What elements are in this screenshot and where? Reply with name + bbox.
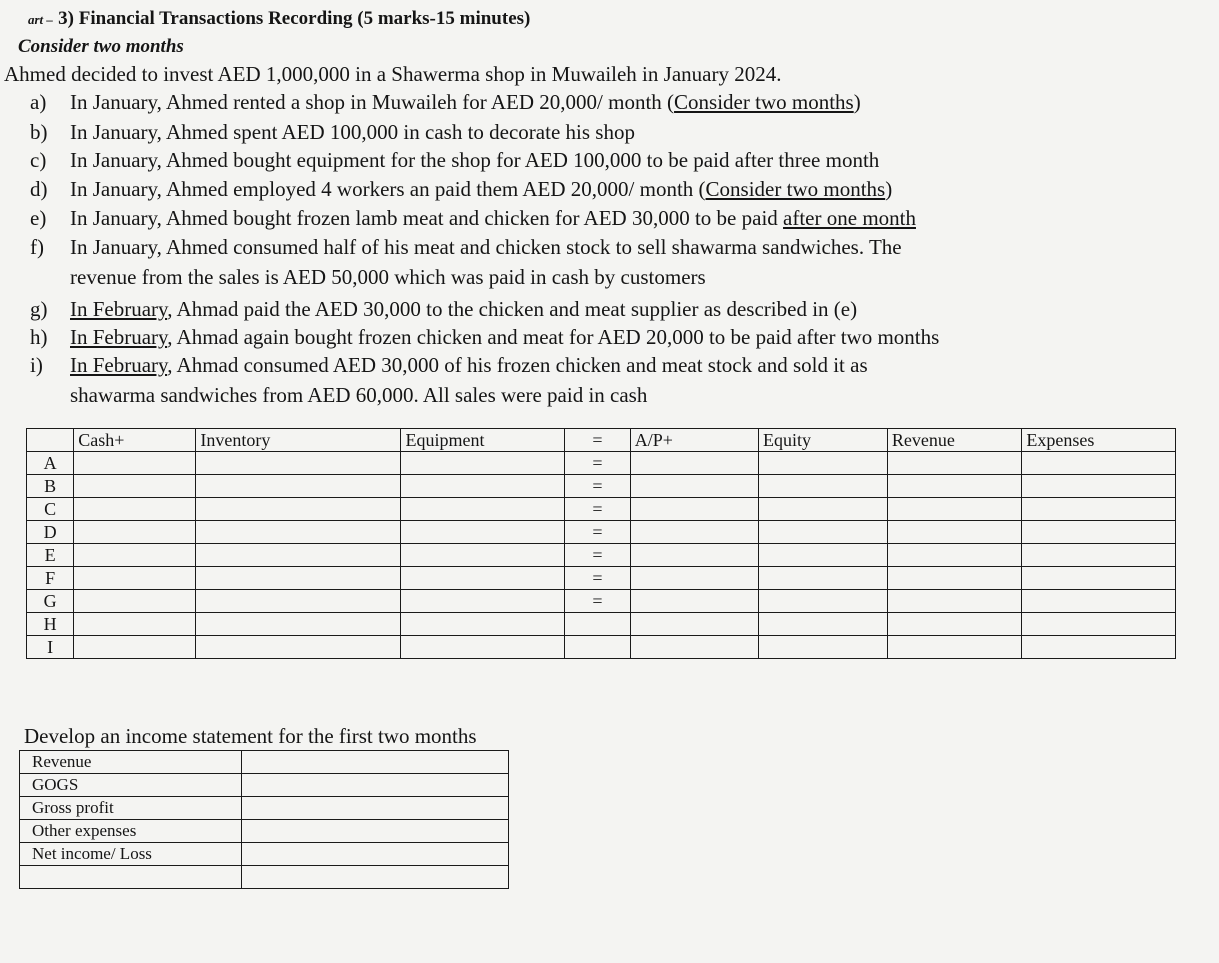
income-answer-cell[interactable] bbox=[242, 843, 509, 866]
income-row-label bbox=[20, 866, 242, 889]
ledger-answer-cell[interactable] bbox=[401, 567, 565, 590]
ledger-col-header: Expenses bbox=[1022, 429, 1176, 452]
ledger-answer-cell[interactable] bbox=[1022, 475, 1176, 498]
transaction-item bbox=[30, 206, 916, 231]
ledger-row-label: A bbox=[27, 452, 74, 475]
transaction-letter: a) bbox=[30, 90, 47, 114]
ledger-answer-cell[interactable] bbox=[401, 544, 565, 567]
ledger-answer-cell[interactable] bbox=[630, 452, 758, 475]
income-row-label: Net income/ Loss bbox=[20, 843, 242, 866]
transaction-item bbox=[30, 297, 857, 322]
ledger-answer-cell[interactable] bbox=[74, 452, 196, 475]
ledger-answer-cell[interactable] bbox=[630, 590, 758, 613]
ledger-answer-cell[interactable] bbox=[758, 567, 887, 590]
ledger-eq-cell: = bbox=[565, 498, 631, 521]
income-answer-cell[interactable] bbox=[242, 866, 509, 889]
ledger-answer-cell[interactable] bbox=[758, 544, 887, 567]
ledger-answer-cell[interactable] bbox=[887, 544, 1022, 567]
ledger-answer-cell[interactable] bbox=[1022, 590, 1176, 613]
ledger-answer-cell[interactable] bbox=[196, 590, 401, 613]
transaction-text: In January, Ahmed rented a shop in Muwaileh for AED 20,000/ month ( bbox=[70, 90, 675, 114]
income-statement-title: Develop an income statement for the first two months bbox=[24, 724, 477, 748]
transaction-post: ) bbox=[853, 90, 861, 114]
transaction-continuation: shawarma sandwiches from AED 60,000. All sales were paid in cash bbox=[70, 383, 648, 407]
ledger-row-label: I bbox=[27, 636, 74, 659]
transaction-letter: b) bbox=[30, 120, 48, 144]
ledger-eq-cell: = bbox=[565, 590, 631, 613]
ledger-answer-cell[interactable] bbox=[887, 521, 1022, 544]
ledger-row-label: H bbox=[27, 613, 74, 636]
transaction-item bbox=[30, 90, 861, 115]
ledger-col-header: Revenue bbox=[887, 429, 1022, 452]
income-row bbox=[20, 866, 509, 889]
income-row bbox=[20, 797, 509, 820]
ledger-answer-cell[interactable] bbox=[758, 521, 887, 544]
ledger-answer-cell[interactable] bbox=[196, 498, 401, 521]
ledger-col-header: Inventory bbox=[196, 429, 401, 452]
ledger-answer-cell[interactable] bbox=[758, 498, 887, 521]
ledger-row bbox=[27, 613, 1176, 636]
transaction-post: ) bbox=[885, 177, 893, 201]
ledger-answer-cell[interactable] bbox=[401, 452, 565, 475]
transaction-item bbox=[30, 235, 902, 260]
ledger-answer-cell[interactable] bbox=[758, 475, 887, 498]
transaction-letter: d) bbox=[30, 177, 48, 201]
ledger-row-label: E bbox=[27, 544, 74, 567]
ledger-answer-cell[interactable] bbox=[887, 452, 1022, 475]
ledger-answer-cell[interactable] bbox=[758, 636, 887, 659]
income-row bbox=[20, 843, 509, 866]
ledger-answer-cell[interactable] bbox=[196, 636, 401, 659]
ledger-answer-cell[interactable] bbox=[74, 475, 196, 498]
month-underlined: In February bbox=[70, 325, 168, 349]
ledger-answer-cell[interactable] bbox=[401, 590, 565, 613]
ledger-answer-cell[interactable] bbox=[401, 521, 565, 544]
transaction-text: , Ahmad again bought frozen chicken and meat for AED 20,000 to be paid after two months bbox=[167, 325, 940, 349]
transaction-letter: c) bbox=[30, 148, 47, 172]
income-row-label: Gross profit bbox=[20, 797, 242, 820]
ledger-col-header: Equipment bbox=[401, 429, 565, 452]
ledger-answer-cell[interactable] bbox=[887, 590, 1022, 613]
ledger-col-header bbox=[27, 429, 74, 452]
income-answer-cell[interactable] bbox=[242, 820, 509, 843]
ledger-answer-cell[interactable] bbox=[74, 544, 196, 567]
ledger-answer-cell[interactable] bbox=[630, 613, 758, 636]
transaction-item bbox=[30, 120, 635, 145]
ledger-answer-cell[interactable] bbox=[196, 613, 401, 636]
income-row-label: Other expenses bbox=[20, 820, 242, 843]
ledger-answer-cell[interactable] bbox=[630, 521, 758, 544]
ledger-answer-cell[interactable] bbox=[630, 498, 758, 521]
transaction-note: Consider two months bbox=[674, 90, 854, 114]
transaction-note: after one month bbox=[783, 206, 916, 230]
ledger-answer-cell[interactable] bbox=[887, 475, 1022, 498]
transaction-text: , Ahmad consumed AED 30,000 of his frozen chicken and meat stock and sold it as bbox=[167, 353, 868, 377]
income-row-label: GOGS bbox=[20, 774, 242, 797]
question-subtitle: Consider two months bbox=[18, 36, 184, 57]
question-title: art – 3) Financial Transactions Recording (5 marks-15 minutes) bbox=[28, 8, 531, 29]
transaction-text: In January, Ahmed employed 4 workers an paid them AED 20,000/ month ( bbox=[70, 177, 706, 201]
part-prefix: art – bbox=[28, 12, 57, 27]
ledger-answer-cell[interactable] bbox=[74, 636, 196, 659]
ledger-row bbox=[27, 590, 1176, 613]
month-underlined: In February bbox=[70, 353, 168, 377]
ledger-answer-cell[interactable] bbox=[74, 590, 196, 613]
transaction-item bbox=[30, 325, 939, 350]
ledger-answer-cell[interactable] bbox=[630, 636, 758, 659]
ledger-answer-cell[interactable] bbox=[1022, 613, 1176, 636]
ledger-answer-cell[interactable] bbox=[630, 475, 758, 498]
ledger-row bbox=[27, 521, 1176, 544]
transaction-text: In January, Ahmed consumed half of his meat and chicken stock to sell shawarma sandwiches. The bbox=[70, 235, 902, 259]
transaction-text: , Ahmad paid the AED 30,000 to the chicken and meat supplier as described in (e) bbox=[167, 297, 858, 321]
income-row bbox=[20, 751, 509, 774]
transaction-item bbox=[30, 148, 879, 173]
ledger-col-header: A/P+ bbox=[630, 429, 758, 452]
ledger-row-label: C bbox=[27, 498, 74, 521]
ledger-eq-cell: = bbox=[565, 544, 631, 567]
ledger-eq-cell bbox=[565, 613, 631, 636]
ledger-row bbox=[27, 498, 1176, 521]
ledger-answer-cell[interactable] bbox=[1022, 498, 1176, 521]
ledger-answer-cell[interactable] bbox=[401, 498, 565, 521]
month-underlined: In February bbox=[70, 297, 168, 321]
ledger-answer-cell[interactable] bbox=[887, 636, 1022, 659]
ledger-answer-cell[interactable] bbox=[758, 590, 887, 613]
ledger-row-label: B bbox=[27, 475, 74, 498]
ledger-header-row bbox=[27, 429, 1176, 452]
ledger-answer-cell[interactable] bbox=[630, 567, 758, 590]
ledger-answer-cell[interactable] bbox=[1022, 521, 1176, 544]
ledger-answer-cell[interactable] bbox=[1022, 544, 1176, 567]
ledger-row-label: G bbox=[27, 590, 74, 613]
ledger-answer-cell[interactable] bbox=[887, 567, 1022, 590]
ledger-answer-cell[interactable] bbox=[196, 544, 401, 567]
ledger-row bbox=[27, 544, 1176, 567]
ledger-answer-cell[interactable] bbox=[1022, 567, 1176, 590]
ledger-row bbox=[27, 636, 1176, 659]
ledger-row-label: D bbox=[27, 521, 74, 544]
ledger-answer-cell[interactable] bbox=[887, 613, 1022, 636]
ledger-answer-cell[interactable] bbox=[196, 521, 401, 544]
ledger-answer-cell[interactable] bbox=[196, 452, 401, 475]
transaction-letter: f) bbox=[30, 235, 44, 259]
ledger-answer-cell[interactable] bbox=[401, 613, 565, 636]
ledger-row bbox=[27, 567, 1176, 590]
income-answer-cell[interactable] bbox=[242, 797, 509, 820]
income-statement-table bbox=[19, 750, 509, 889]
ledger-eq-cell bbox=[565, 636, 631, 659]
income-row bbox=[20, 774, 509, 797]
question-intro: Ahmed decided to invest AED 1,000,000 in a Shawerma shop in Muwaileh in January 2024. bbox=[4, 62, 782, 86]
transaction-letter: e) bbox=[30, 206, 47, 230]
ledger-eq-cell: = bbox=[565, 475, 631, 498]
transaction-letter: h) bbox=[30, 325, 48, 349]
ledger-col-header: Cash+ bbox=[74, 429, 196, 452]
ledger-answer-cell[interactable] bbox=[758, 613, 887, 636]
income-row-label: Revenue bbox=[20, 751, 242, 774]
transaction-text: In January, Ahmed bought equipment for the shop for AED 100,000 to be paid after three month bbox=[70, 148, 880, 172]
income-answer-cell[interactable] bbox=[242, 751, 509, 774]
ledger-eq-cell: = bbox=[565, 567, 631, 590]
ledger-row bbox=[27, 475, 1176, 498]
ledger-answer-cell[interactable] bbox=[1022, 452, 1176, 475]
ledger-answer-cell[interactable] bbox=[630, 544, 758, 567]
transaction-note: Consider two months bbox=[705, 177, 886, 201]
ledger-answer-cell[interactable] bbox=[887, 498, 1022, 521]
income-answer-cell[interactable] bbox=[242, 774, 509, 797]
transactions-ledger-table bbox=[26, 428, 1176, 659]
ledger-answer-cell[interactable] bbox=[758, 452, 887, 475]
transaction-letter: i) bbox=[30, 353, 43, 377]
ledger-eq-cell: = bbox=[565, 452, 631, 475]
transaction-text: In January, Ahmed spent AED 100,000 in cash to decorate his shop bbox=[70, 120, 635, 144]
transaction-text: In January, Ahmed bought frozen lamb meat and chicken for AED 30,000 to be paid bbox=[70, 206, 784, 230]
ledger-answer-cell[interactable] bbox=[196, 475, 401, 498]
ledger-answer-cell[interactable] bbox=[74, 521, 196, 544]
ledger-row bbox=[27, 452, 1176, 475]
ledger-answer-cell[interactable] bbox=[401, 636, 565, 659]
transaction-letter: g) bbox=[30, 297, 48, 321]
ledger-answer-cell[interactable] bbox=[74, 498, 196, 521]
ledger-answer-cell[interactable] bbox=[196, 567, 401, 590]
ledger-row-label: F bbox=[27, 567, 74, 590]
transaction-item bbox=[30, 353, 868, 378]
ledger-eq-cell: = bbox=[565, 521, 631, 544]
ledger-col-header: = bbox=[565, 429, 631, 452]
ledger-col-header: Equity bbox=[758, 429, 887, 452]
ledger-answer-cell[interactable] bbox=[401, 475, 565, 498]
transaction-item bbox=[30, 177, 892, 202]
income-row bbox=[20, 820, 509, 843]
transaction-continuation: revenue from the sales is AED 50,000 which was paid in cash by customers bbox=[70, 265, 706, 289]
ledger-answer-cell[interactable] bbox=[74, 567, 196, 590]
ledger-answer-cell[interactable] bbox=[1022, 636, 1176, 659]
ledger-answer-cell[interactable] bbox=[74, 613, 196, 636]
